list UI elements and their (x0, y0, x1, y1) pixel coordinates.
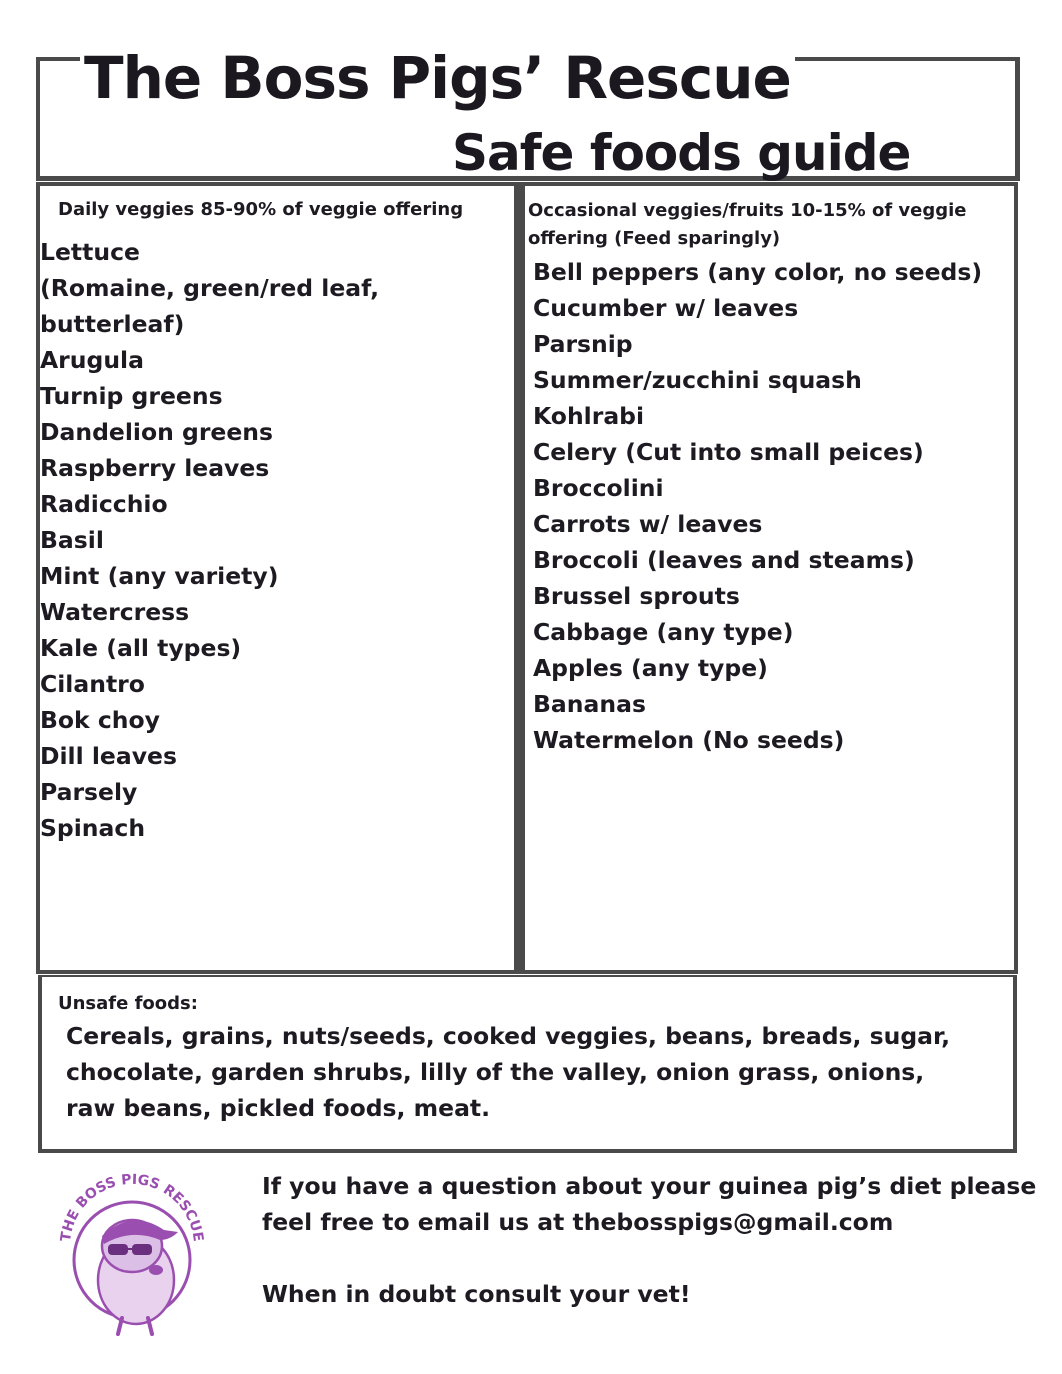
list-item: Watermelon (No seeds) (533, 726, 845, 754)
vet-note: When in doubt consult your vet! (262, 1280, 691, 1308)
list-item: Parsely (40, 778, 138, 806)
list-item: Brussel sprouts (533, 582, 740, 610)
list-item: butterleaf) (40, 310, 185, 338)
list-item: Broccolini (533, 474, 664, 502)
list-item: Parsnip (533, 330, 633, 358)
list-item: Dill leaves (40, 742, 177, 770)
logo-text: THE BOSS PIGS RESCUE (58, 1171, 206, 1243)
daily-veggies-list (40, 234, 379, 846)
list-item: Bell peppers (any color, no seeds) (533, 258, 983, 286)
list-item: Cucumber w/ leaves (533, 294, 799, 322)
list-item: Carrots w/ leaves (533, 510, 763, 538)
unsafe-foods-heading: Unsafe foods: (58, 993, 198, 1014)
list-item: (Romaine, green/red leaf, (40, 274, 380, 302)
list-item: Lettuce (40, 238, 140, 266)
list-item: Watercress (40, 598, 190, 626)
unsafe-foods-text: Cereals, grains, nuts/seeds, cooked veggies, beans, breads, sugar, chocolate, garden shrubs, lilly of the valley, onion grass, onions, raw beans, pickled foods, meat. (66, 1022, 951, 1122)
list-item: Spinach (40, 814, 146, 842)
occasional-veggies-heading: Occasional veggies/fruits 10-15% of veggie offering (Feed sparingly) (528, 200, 967, 249)
boss-pigs-logo (52, 1168, 212, 1340)
list-item: Basil (40, 526, 104, 554)
list-item: Mint (any variety) (40, 562, 279, 590)
contact-text: If you have a question about your guinea pig’s diet please feel free to email us at thebosspigs@gmail.com (262, 1172, 1037, 1236)
list-item: Bananas (533, 690, 646, 718)
occasional-veggies-list (533, 254, 982, 758)
list-item: Summer/zucchini squash (533, 366, 862, 394)
list-item: Cabbage (any type) (533, 618, 794, 646)
list-item: Turnip greens (40, 382, 223, 410)
guinea-pig-icon (98, 1220, 178, 1334)
list-item: Celery (Cut into small peices) (533, 438, 924, 466)
page-subtitle: Safe foods guide (452, 124, 911, 182)
list-item: Kohlrabi (533, 402, 645, 430)
list-item: Arugula (40, 346, 144, 374)
list-item: Broccoli (leaves and steams) (533, 546, 915, 574)
list-item: Cilantro (40, 670, 145, 698)
list-item: Radicchio (40, 490, 168, 518)
daily-veggies-heading: Daily veggies 85-90% of veggie offering (58, 199, 464, 220)
page-title: The Boss Pigs’ Rescue (80, 42, 795, 114)
list-item: Raspberry leaves (40, 454, 270, 482)
list-item: Kale (all types) (40, 634, 242, 662)
list-item: Apples (any type) (533, 654, 768, 682)
list-item: Dandelion greens (40, 418, 274, 446)
list-item: Bok choy (40, 706, 160, 734)
